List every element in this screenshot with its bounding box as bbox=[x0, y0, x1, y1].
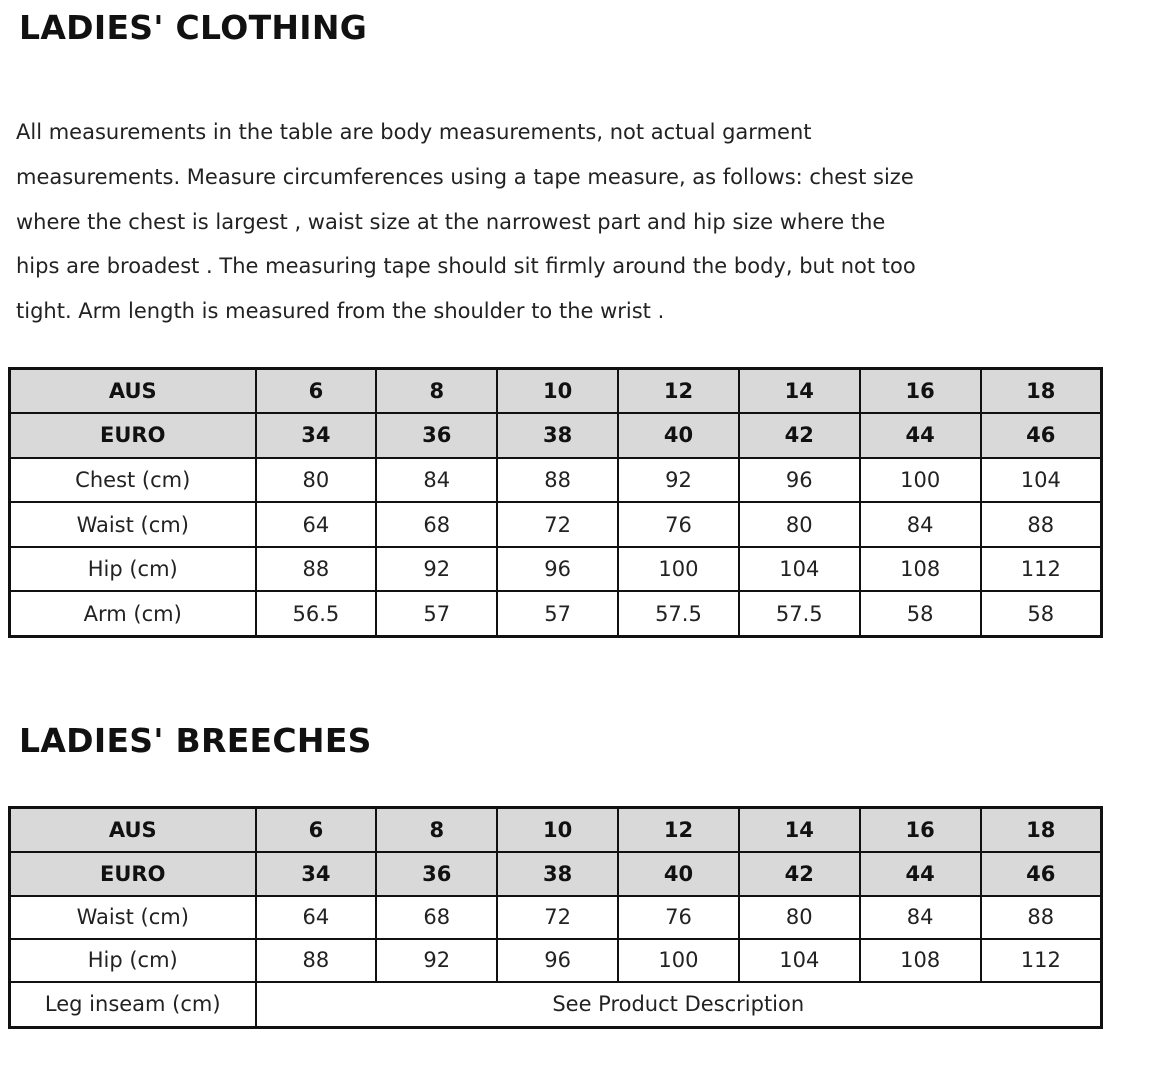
measure-cell: 100 bbox=[860, 458, 981, 503]
size-cell: 6 bbox=[256, 808, 377, 852]
euro-size-row bbox=[10, 852, 1102, 896]
measure-cell: 96 bbox=[739, 458, 860, 503]
row-label: EURO bbox=[10, 413, 256, 458]
leg-inseam-row bbox=[10, 982, 1102, 1028]
size-cell: 36 bbox=[376, 852, 497, 896]
clothing-heading: LADIES' CLOTHING bbox=[19, 8, 368, 47]
aus-size-row bbox=[10, 369, 1102, 414]
size-cell: 42 bbox=[739, 852, 860, 896]
size-cell: 34 bbox=[256, 852, 377, 896]
size-cell: 14 bbox=[739, 369, 860, 414]
measure-cell: 57 bbox=[497, 591, 618, 636]
measure-cell: 64 bbox=[256, 502, 377, 547]
measure-cell: 58 bbox=[860, 591, 981, 636]
measure-cell: 112 bbox=[981, 939, 1102, 982]
measure-cell: 92 bbox=[376, 547, 497, 592]
row-label: Waist (cm) bbox=[10, 502, 256, 547]
measure-cell: 84 bbox=[376, 458, 497, 503]
hip-row bbox=[10, 547, 1102, 592]
size-cell: 44 bbox=[860, 413, 981, 458]
measure-cell: 68 bbox=[376, 896, 497, 939]
measure-cell: 104 bbox=[739, 939, 860, 982]
size-cell: 46 bbox=[981, 852, 1102, 896]
clothing-size-table bbox=[8, 367, 1103, 638]
size-cell: 40 bbox=[618, 413, 739, 458]
measure-cell: 58 bbox=[981, 591, 1102, 636]
row-label: Hip (cm) bbox=[10, 939, 256, 982]
measure-cell: 88 bbox=[256, 939, 377, 982]
measure-cell: 80 bbox=[739, 896, 860, 939]
measure-cell: 88 bbox=[256, 547, 377, 592]
measure-cell: 84 bbox=[860, 896, 981, 939]
measure-cell: 96 bbox=[497, 547, 618, 592]
row-label: AUS bbox=[10, 369, 256, 414]
size-cell: 40 bbox=[618, 852, 739, 896]
measure-cell: 68 bbox=[376, 502, 497, 547]
measure-cell: 108 bbox=[860, 939, 981, 982]
row-label: EURO bbox=[10, 852, 256, 896]
size-cell: 14 bbox=[739, 808, 860, 852]
inseam-note: See Product Description bbox=[256, 982, 1102, 1028]
row-label: Leg inseam (cm) bbox=[10, 982, 256, 1028]
intro-line: tight. Arm length is measured from the shoulder to the wrist . bbox=[16, 299, 665, 324]
size-cell: 12 bbox=[618, 369, 739, 414]
waist-row bbox=[10, 896, 1102, 939]
measure-cell: 76 bbox=[618, 896, 739, 939]
measure-cell: 88 bbox=[981, 896, 1102, 939]
chest-row bbox=[10, 458, 1102, 503]
row-label: Arm (cm) bbox=[10, 591, 256, 636]
measure-cell: 84 bbox=[860, 502, 981, 547]
measure-cell: 80 bbox=[739, 502, 860, 547]
measure-cell: 80 bbox=[256, 458, 377, 503]
measure-cell: 104 bbox=[981, 458, 1102, 503]
measure-cell: 57.5 bbox=[739, 591, 860, 636]
size-cell: 8 bbox=[376, 369, 497, 414]
size-cell: 10 bbox=[497, 808, 618, 852]
size-cell: 12 bbox=[618, 808, 739, 852]
size-cell: 10 bbox=[497, 369, 618, 414]
intro-line: measurements. Measure circumferences using a tape measure, as follows: chest size bbox=[16, 164, 914, 189]
measure-cell: 100 bbox=[618, 547, 739, 592]
breeches-heading: LADIES' BREECHES bbox=[19, 721, 372, 760]
measure-cell: 108 bbox=[860, 547, 981, 592]
measure-cell: 112 bbox=[981, 547, 1102, 592]
size-cell: 42 bbox=[739, 413, 860, 458]
measure-cell: 104 bbox=[739, 547, 860, 592]
size-cell: 36 bbox=[376, 413, 497, 458]
measure-cell: 92 bbox=[376, 939, 497, 982]
measure-cell: 64 bbox=[256, 896, 377, 939]
size-cell: 6 bbox=[256, 369, 377, 414]
size-cell: 38 bbox=[497, 852, 618, 896]
breeches-size-table bbox=[8, 806, 1103, 1029]
row-label: AUS bbox=[10, 808, 256, 852]
measure-cell: 96 bbox=[497, 939, 618, 982]
measure-cell: 92 bbox=[618, 458, 739, 503]
size-cell: 16 bbox=[860, 808, 981, 852]
aus-size-row bbox=[10, 808, 1102, 852]
euro-size-row bbox=[10, 413, 1102, 458]
waist-row bbox=[10, 502, 1102, 547]
measure-cell: 56.5 bbox=[256, 591, 377, 636]
measure-cell: 88 bbox=[981, 502, 1102, 547]
size-cell: 16 bbox=[860, 369, 981, 414]
intro-line: where the chest is largest , waist size at the narrowest part and hip size where the bbox=[16, 209, 886, 234]
measure-cell: 57 bbox=[376, 591, 497, 636]
arm-row bbox=[10, 591, 1102, 636]
intro-line: hips are broadest . The measuring tape should sit firmly around the body, but not too bbox=[16, 254, 916, 279]
measure-cell: 72 bbox=[497, 502, 618, 547]
measure-cell: 100 bbox=[618, 939, 739, 982]
measure-cell: 72 bbox=[497, 896, 618, 939]
size-cell: 38 bbox=[497, 413, 618, 458]
measure-cell: 76 bbox=[618, 502, 739, 547]
row-label: Hip (cm) bbox=[10, 547, 256, 592]
measure-cell: 88 bbox=[497, 458, 618, 503]
size-cell: 18 bbox=[981, 808, 1102, 852]
row-label: Chest (cm) bbox=[10, 458, 256, 503]
size-cell: 44 bbox=[860, 852, 981, 896]
row-label: Waist (cm) bbox=[10, 896, 256, 939]
clothing-intro bbox=[16, 110, 1076, 334]
intro-line: All measurements in the table are body measurements, not actual garment bbox=[16, 120, 812, 144]
size-cell: 46 bbox=[981, 413, 1102, 458]
size-cell: 8 bbox=[376, 808, 497, 852]
size-cell: 18 bbox=[981, 369, 1102, 414]
hip-row bbox=[10, 939, 1102, 982]
measure-cell: 57.5 bbox=[618, 591, 739, 636]
size-cell: 34 bbox=[256, 413, 377, 458]
